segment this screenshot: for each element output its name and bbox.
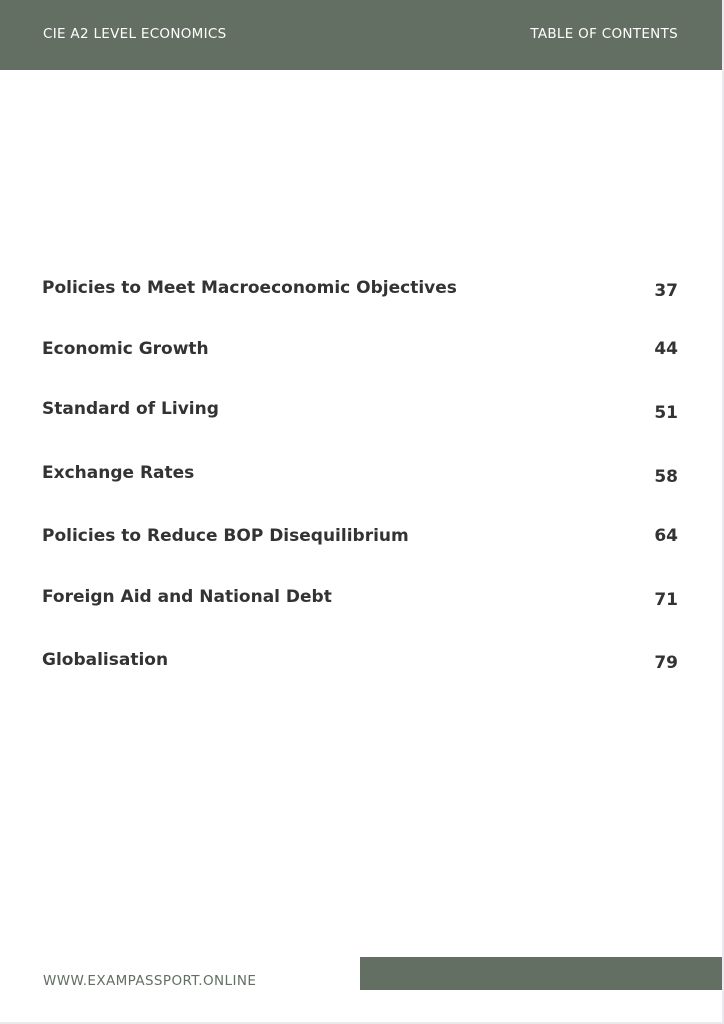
toc-entry-title: Exchange Rates	[42, 463, 195, 483]
toc-entry-title: Economic Growth	[42, 339, 209, 359]
toc-entry-page: 44	[654, 339, 678, 359]
toc-entry-standard-of-living[interactable]	[42, 399, 678, 427]
toc-entry-page: 37	[654, 281, 678, 301]
toc-entry-bop-disequilibrium[interactable]	[42, 526, 678, 554]
toc-entry-title: Policies to Meet Macroeconomic Objectives	[42, 278, 457, 298]
toc-entry-page: 51	[654, 403, 678, 423]
toc-entry-page: 71	[654, 590, 678, 610]
section-title: TABLE OF CONTENTS	[530, 26, 678, 42]
toc-entry-title: Foreign Aid and National Debt	[42, 587, 332, 607]
toc-entry-macroeconomic-policies[interactable]	[42, 278, 678, 306]
toc-entry-title: Standard of Living	[42, 399, 219, 419]
toc-entry-page: 58	[654, 467, 678, 487]
toc-entry-page: 79	[654, 653, 678, 673]
footer-bar	[360, 957, 722, 990]
toc-entry-foreign-aid[interactable]	[42, 587, 678, 615]
toc-entry-globalisation[interactable]	[42, 650, 678, 678]
website-link[interactable]: WWW.EXAMPASSPORT.ONLINE	[43, 973, 257, 989]
toc-entry-page: 64	[654, 526, 678, 546]
course-title: CIE A2 LEVEL ECONOMICS	[43, 26, 227, 42]
toc-entry-title: Globalisation	[42, 650, 169, 670]
toc-entry-economic-growth[interactable]	[42, 339, 678, 367]
header-bar	[0, 0, 722, 70]
toc-entry-exchange-rates[interactable]	[42, 463, 678, 491]
toc-entry-title: Policies to Reduce BOP Disequilibrium	[42, 526, 409, 546]
